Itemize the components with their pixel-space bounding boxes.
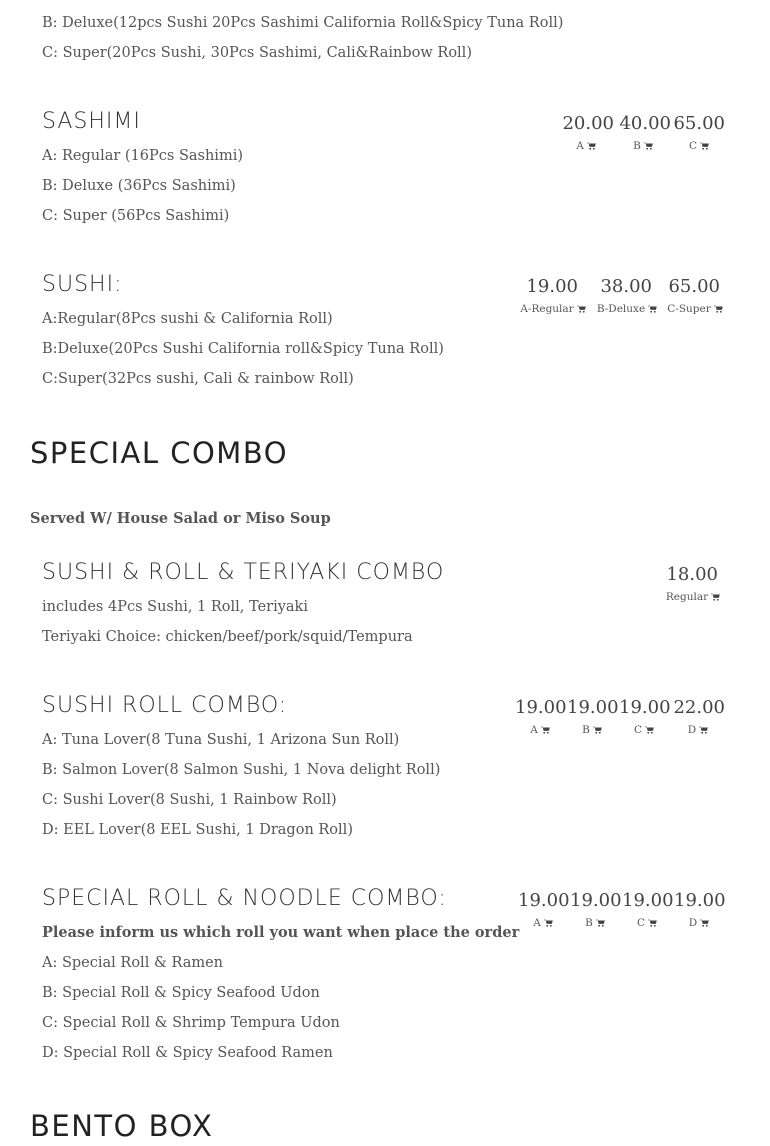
item-description-line: Teriyaki Choice: chicken/beef/pork/squid/Tempura xyxy=(42,629,413,645)
item-description-line: B: Deluxe (36Pcs Sashimi) xyxy=(42,178,236,194)
item-description-line: D: Special Roll & Spicy Seafood Ramen xyxy=(42,1045,333,1061)
item-description-line: includes 4Pcs Sushi, 1 Roll, Teriyaki xyxy=(42,599,308,615)
shopping-cart-icon[interactable] xyxy=(700,142,709,150)
price: 18.00 xyxy=(666,564,718,585)
shopping-cart-icon[interactable] xyxy=(711,593,720,601)
section-title-bento-box: BENTO BOX xyxy=(30,1109,214,1143)
item-title-sushi-roll-combo: SUSHI ROLL COMBO: xyxy=(42,693,288,718)
add-to-cart-a[interactable] xyxy=(520,723,560,737)
add-to-cart-c[interactable] xyxy=(663,302,727,316)
shopping-cart-icon[interactable] xyxy=(644,142,653,150)
add-to-cart-d[interactable] xyxy=(679,916,719,930)
price: 19.00 xyxy=(567,697,619,718)
item-description-line: A: Regular (16Pcs Sashimi) xyxy=(42,148,243,164)
item-note: Please inform us which roll you want when place the order xyxy=(42,924,520,941)
price: 19.00 xyxy=(515,697,567,718)
shopping-cart-icon[interactable] xyxy=(544,919,553,927)
item-description-line: B: Special Roll & Spicy Seafood Udon xyxy=(42,985,320,1001)
size-label: D xyxy=(687,724,697,736)
add-to-cart-regular[interactable] xyxy=(660,590,726,604)
add-to-cart-c[interactable] xyxy=(627,916,667,930)
shopping-cart-icon[interactable] xyxy=(541,726,550,734)
item-title-sushi: SUSHI: xyxy=(42,272,123,297)
shopping-cart-icon[interactable] xyxy=(714,305,723,313)
item-description-line xyxy=(42,0,47,9)
price: 19.00 xyxy=(619,697,671,718)
add-to-cart-a[interactable] xyxy=(523,916,563,930)
item-description-line: B: Salmon Lover(8 Salmon Sushi, 1 Nova delight Roll) xyxy=(42,762,441,778)
section-note: Served W/ House Salad or Miso Soup xyxy=(30,510,331,527)
item-description-line: C: Super(20Pcs Sushi, 30Pcs Sashimi, Cali&Rainbow Roll) xyxy=(42,45,472,61)
price: 19.00 xyxy=(518,890,570,911)
add-to-cart-a[interactable] xyxy=(566,139,606,153)
item-title-noodle-combo: SPECIAL ROLL & NOODLE COMBO: xyxy=(42,886,447,911)
price: 40.00 xyxy=(619,113,671,134)
item-description-line: C: Special Roll & Shrimp Tempura Udon xyxy=(42,1015,340,1031)
size-label: B xyxy=(633,140,641,152)
add-to-cart-b[interactable] xyxy=(623,139,663,153)
item-description-line: A: Tuna Lover(8 Tuna Sushi, 1 Arizona Sun Roll) xyxy=(42,732,400,748)
item-description-line: D: EEL Lover(8 EEL Sushi, 1 Dragon Roll) xyxy=(42,822,353,838)
add-to-cart-c[interactable] xyxy=(624,723,664,737)
size-label: D xyxy=(688,917,698,929)
add-to-cart-a[interactable] xyxy=(516,302,590,316)
size-label: A xyxy=(533,917,541,929)
size-label: C xyxy=(633,724,643,736)
item-description-line: B: Deluxe(12pcs Sushi 20Pcs Sashimi California Roll&Spicy Tuna Roll) xyxy=(42,15,564,31)
shopping-cart-icon[interactable] xyxy=(596,919,605,927)
shopping-cart-icon[interactable] xyxy=(648,305,657,313)
size-label: A-Regular xyxy=(520,303,574,315)
price: 19.00 xyxy=(622,890,674,911)
price: 19.00 xyxy=(674,890,726,911)
add-to-cart-c[interactable] xyxy=(679,139,719,153)
size-label: Regular xyxy=(665,591,709,603)
size-label: B xyxy=(585,917,593,929)
item-description-line: C: Super (56Pcs Sashimi) xyxy=(42,208,230,224)
item-title-teriyaki-combo: SUSHI & ROLL & TERIYAKI COMBO xyxy=(42,560,445,585)
shopping-cart-icon[interactable] xyxy=(700,919,709,927)
price: 20.00 xyxy=(562,113,614,134)
price: 65.00 xyxy=(668,276,720,297)
shopping-cart-icon[interactable] xyxy=(587,142,596,150)
item-description-line: A: Special Roll & Ramen xyxy=(42,955,224,971)
price: 19.00 xyxy=(570,890,622,911)
add-to-cart-b[interactable] xyxy=(572,723,612,737)
shopping-cart-icon[interactable] xyxy=(648,919,657,927)
shopping-cart-icon[interactable] xyxy=(593,726,602,734)
item-description-line: C: Sushi Lover(8 Sushi, 1 Rainbow Roll) xyxy=(42,792,337,808)
price: 38.00 xyxy=(600,276,652,297)
item-description-line: A:Regular(8Pcs sushi & California Roll) xyxy=(42,311,333,327)
shopping-cart-icon[interactable] xyxy=(577,305,586,313)
price: 65.00 xyxy=(673,113,725,134)
shopping-cart-icon[interactable] xyxy=(645,726,654,734)
size-label: A xyxy=(576,140,584,152)
size-label: C xyxy=(636,917,646,929)
section-title-special-combo: SPECIAL COMBO xyxy=(30,436,289,470)
add-to-cart-d[interactable] xyxy=(678,723,718,737)
size-label: A xyxy=(530,724,538,736)
size-label: C xyxy=(688,140,698,152)
price: 22.00 xyxy=(673,697,725,718)
shopping-cart-icon[interactable] xyxy=(699,726,708,734)
price: 19.00 xyxy=(526,276,578,297)
item-description-line: B:Deluxe(20Pcs Sushi California roll&Spicy Tuna Roll) xyxy=(42,341,444,357)
size-label: C-Super xyxy=(667,303,711,315)
item-title-sashimi: SASHIMI xyxy=(42,109,141,134)
item-description-line: C:Super(32Pcs sushi, Cali & rainbow Roll) xyxy=(42,371,354,387)
add-to-cart-b[interactable] xyxy=(592,302,662,316)
size-label: B xyxy=(582,724,590,736)
add-to-cart-b[interactable] xyxy=(575,916,615,930)
size-label: B-Deluxe xyxy=(596,303,646,315)
